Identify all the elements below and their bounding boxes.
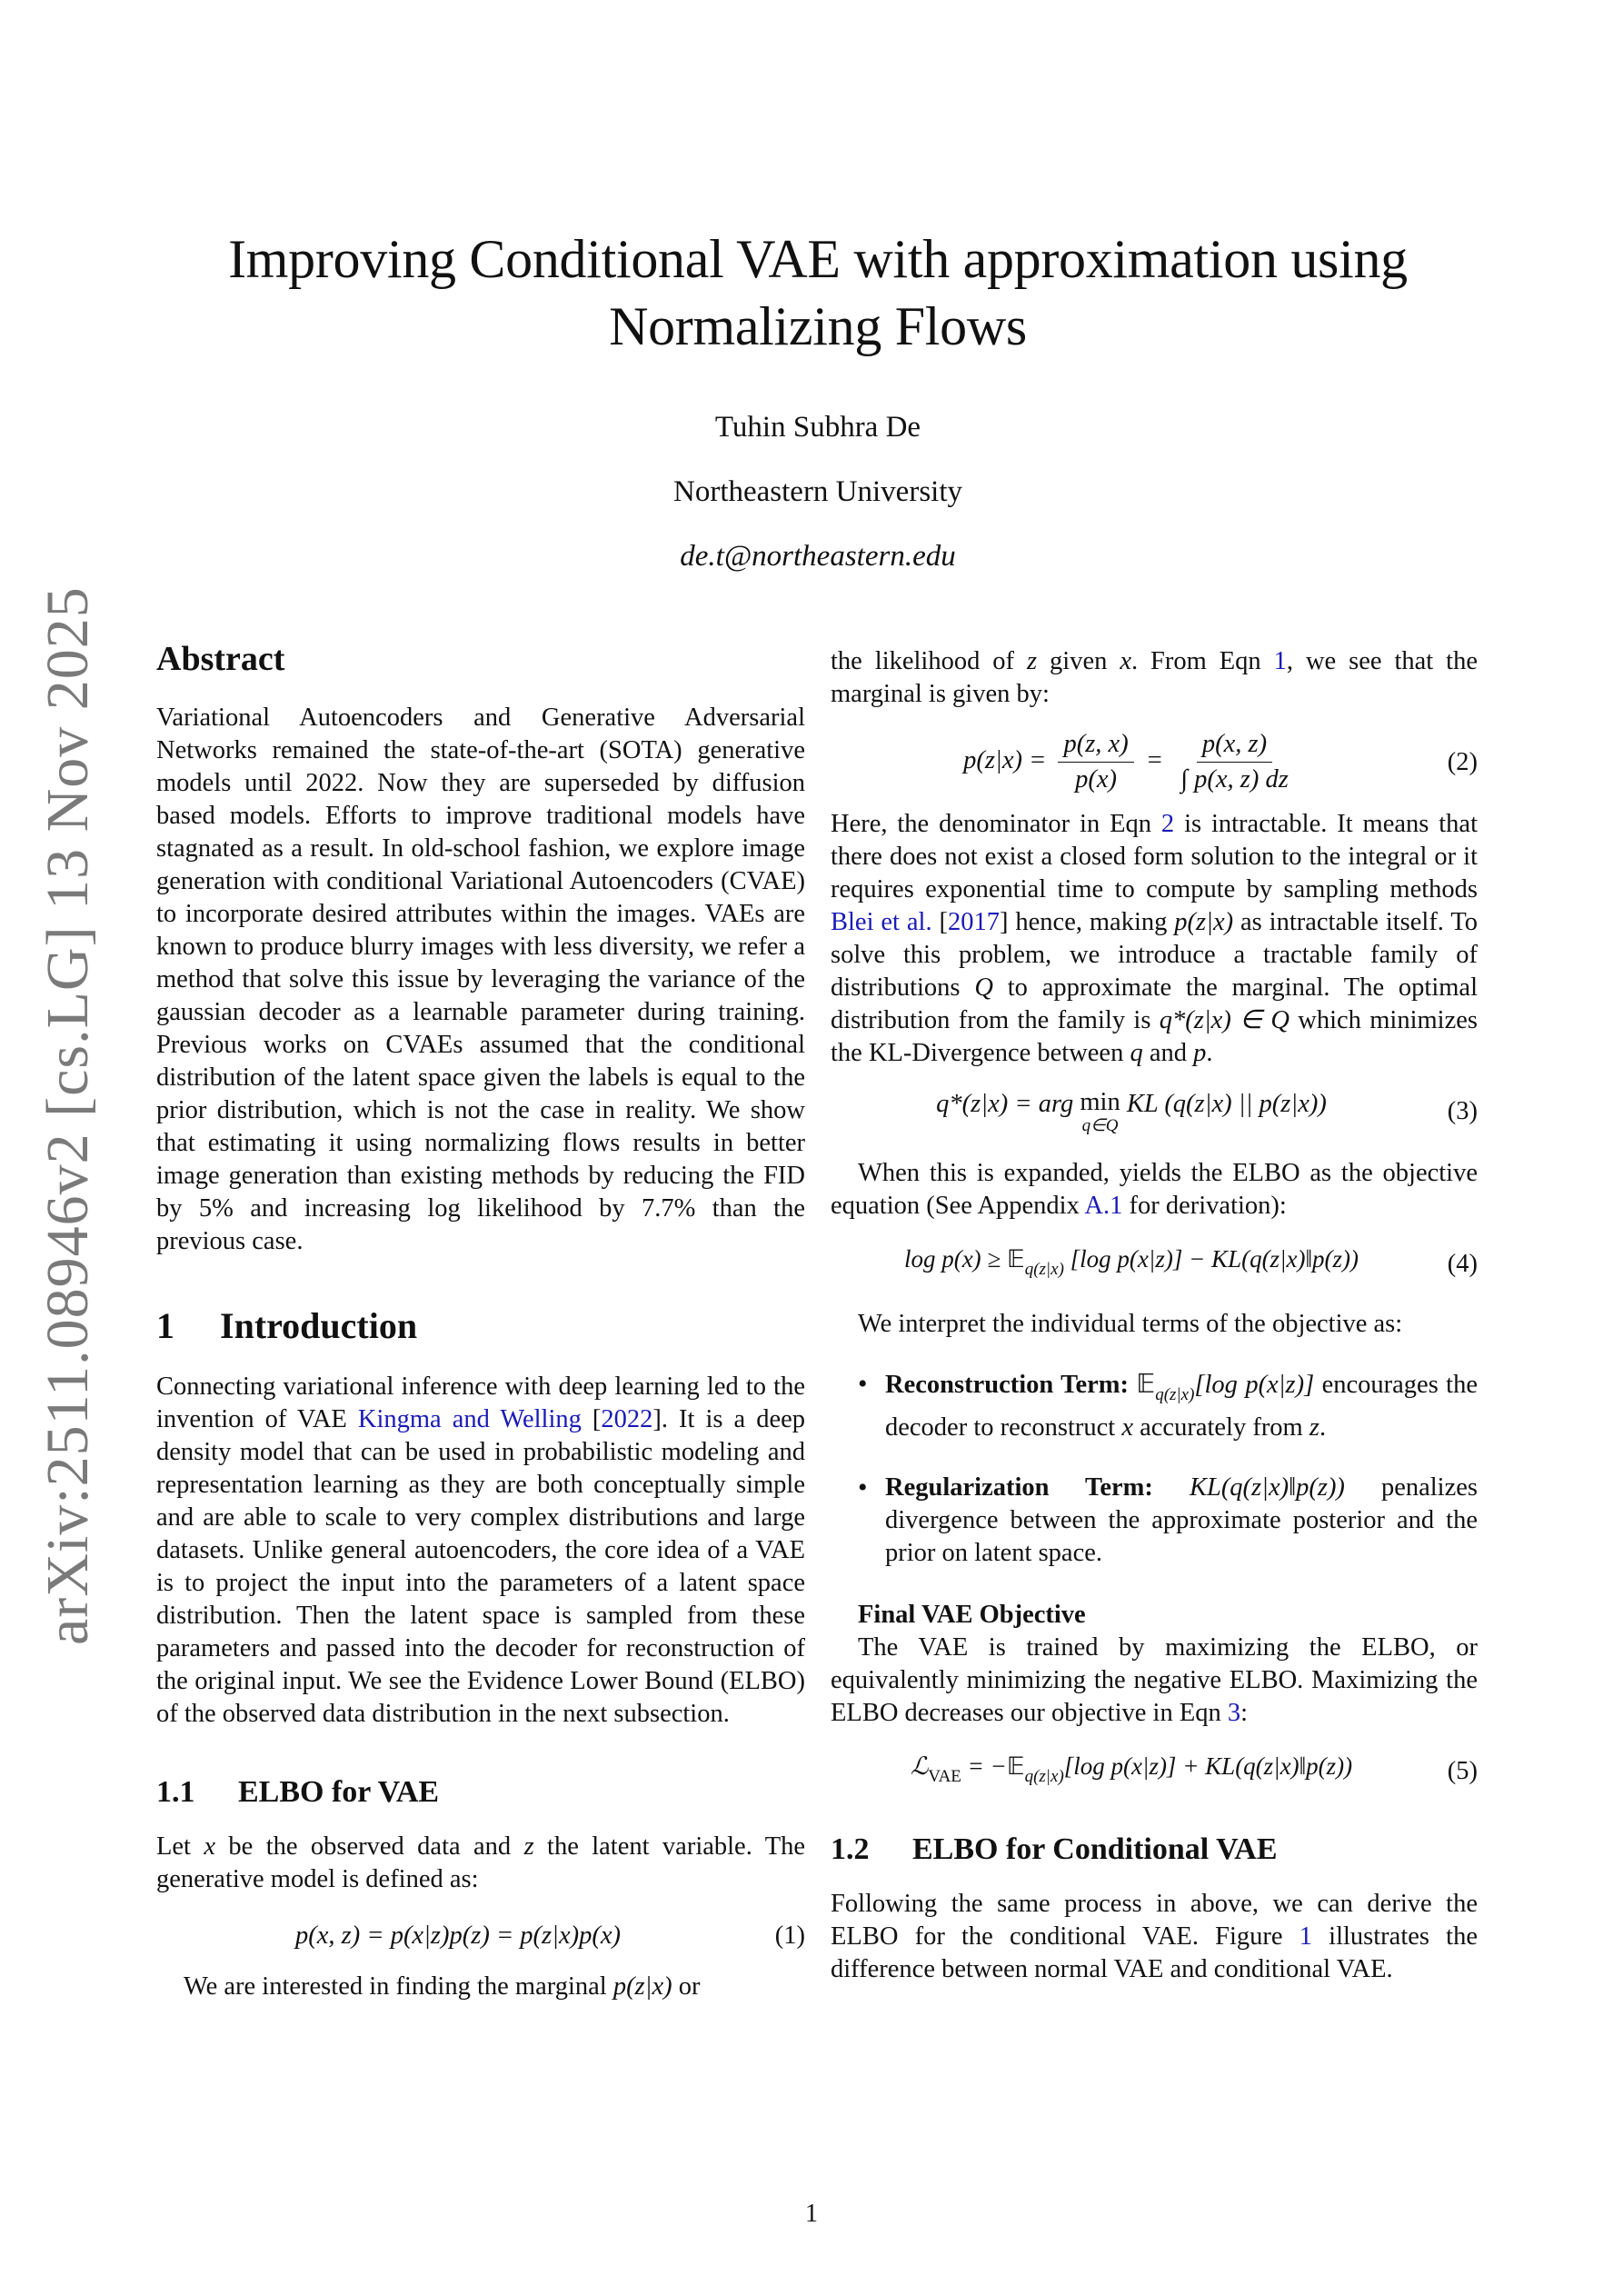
- text: .: [1206, 1039, 1213, 1067]
- term-label: Regularization Term:: [885, 1473, 1153, 1502]
- math-var: x: [1120, 647, 1131, 675]
- text: . It is a deep density model that can be used in probabilistic modeling and representation learning as they are both conceptually simple and are able to scale to very complex distributions and large datasets. Unlike general autoencoders, the core idea of a VAE is to project the input into the parameters of a latent space distribution. Then the latent space is sampled from these parameters and passed into the decoder for reconstruction of the original input. We see the Evidence Lower Bound (ELBO) of the observed data distribution in the next subsection.: [156, 1405, 805, 1728]
- subsection-1-2-heading: [831, 1830, 1478, 1870]
- equation-body: p(x, z) = p(x|z)p(z) = p(z|x)p(x): [294, 1922, 621, 1950]
- fraction: [1175, 729, 1294, 795]
- expectation-symbol: 𝔼: [1006, 1752, 1025, 1781]
- text: as intractable itself. To solve this problem, we introduce a tractable family of distributions: [831, 908, 1478, 1002]
- figure-ref-1[interactable]: 1: [1299, 1922, 1312, 1951]
- eq3-rhs: KL (q(z|x) || p(z|x)): [1126, 1090, 1327, 1118]
- text: given: [1037, 647, 1120, 675]
- subsection-title: ELBO for VAE: [238, 1775, 440, 1809]
- eq2-lhs: p(z|x) =: [963, 746, 1047, 775]
- text: which minimizes the KL-Divergence between: [831, 1006, 1478, 1067]
- text: illustrates the difference between normal VAE and conditional VAE.: [831, 1922, 1478, 1983]
- text: ]: [652, 1405, 662, 1433]
- elbo-expansion-paragraph: [831, 1157, 1478, 1223]
- text: When this is expanded, yields the ELBO as the objective equation (See Appendix: [831, 1159, 1478, 1220]
- citation-year-2017[interactable]: 2017: [947, 908, 1000, 936]
- citation-year-2022[interactable]: 2022: [601, 1405, 653, 1433]
- equation-body: [831, 1750, 1432, 1793]
- text: to approximate the marginal. The optimal distribution from the family is: [831, 973, 1478, 1034]
- loss-symbol: ℒ: [910, 1752, 929, 1780]
- objective-terms-list: [831, 1368, 1478, 1570]
- loss-subscript: VAE: [928, 1767, 961, 1786]
- math-inline: q*(z|x) ∈ Q: [1159, 1006, 1289, 1034]
- expectation-symbol: 𝔼: [1136, 1369, 1156, 1399]
- subsection-number: 1.2: [831, 1832, 870, 1866]
- title-block: [136, 225, 1499, 574]
- text: . From Eqn: [1130, 647, 1274, 675]
- elbo-intro-paragraph: [156, 1831, 805, 1896]
- text: Following the same process in above, we can derive the ELBO for the conditional VAE. Figure: [831, 1890, 1478, 1951]
- text: The VAE is trained by maximizing the ELBO, or equivalently minimizing the negative ELBO. Maximizing the ELBO decreases our objective in Eqn: [831, 1633, 1478, 1727]
- text: and: [1142, 1039, 1194, 1067]
- author-email: de.t@northeastern.edu: [680, 540, 956, 573]
- citation-blei[interactable]: Blei et al.: [831, 908, 932, 936]
- eq4-lhs: log p(x) ≥: [903, 1245, 1007, 1273]
- text: , we see that the marginal is given by:: [831, 647, 1478, 708]
- expectation-symbol: 𝔼: [1007, 1245, 1025, 1273]
- equation-5: [831, 1750, 1478, 1793]
- math-inline: KL(q(z|x)‖p(z)): [1189, 1473, 1345, 1502]
- denominator: ∫ p(x, z) dz: [1180, 765, 1289, 794]
- section-number: 1: [156, 1305, 174, 1346]
- term-label: Reconstruction Term:: [885, 1371, 1130, 1399]
- equation-number: (3): [1447, 1097, 1478, 1125]
- title-line-1: Improving Conditional VAE with approximation using: [228, 229, 1408, 289]
- text: :: [1240, 1699, 1249, 1727]
- equation-body: [831, 1243, 1432, 1286]
- text: = −: [961, 1752, 1007, 1780]
- text: or: [672, 1972, 701, 2001]
- denominator: p(x): [1075, 765, 1118, 794]
- math-var: z: [1309, 1413, 1319, 1442]
- math-var: x: [1121, 1413, 1133, 1442]
- text: [: [581, 1405, 602, 1433]
- text: the latent variable. The generative model is defined as:: [156, 1832, 806, 1893]
- marginal-continued-paragraph: [831, 645, 1478, 711]
- numerator: p(x, z): [1197, 729, 1272, 763]
- author-name: Tuhin Subhra De: [714, 411, 921, 444]
- text: Let: [156, 1832, 204, 1861]
- math-var: z: [1027, 647, 1038, 675]
- cvae-paragraph: [831, 1888, 1478, 1986]
- expectation-subscript: q(z|x): [1024, 1767, 1064, 1786]
- math-inline: p(z|x): [1174, 908, 1234, 936]
- equation-number: (2): [1447, 747, 1478, 776]
- arxiv-identifier-stamp: arXiv:2511.08946v2 [cs.LG] 13 Nov 2025: [35, 586, 101, 1645]
- eq3-lhs: q*(z|x) = arg: [936, 1090, 1074, 1118]
- text: accurately from: [1133, 1413, 1309, 1442]
- paper-title: [136, 225, 1499, 360]
- text: .: [1319, 1413, 1327, 1442]
- equation-2: [831, 729, 1478, 795]
- equals: =: [1145, 746, 1164, 775]
- expectation-subscript: q(z|x): [1155, 1385, 1195, 1404]
- final-objective-paragraph: [831, 1632, 1478, 1730]
- list-item: [885, 1472, 1478, 1570]
- citation-kingma-welling[interactable]: Kingma and Welling: [357, 1405, 582, 1433]
- equation-body: [831, 1088, 1432, 1135]
- author-affiliation: Northeastern University: [673, 475, 962, 508]
- math-inline: p(z|x): [612, 1972, 672, 2001]
- equation-1: [156, 1920, 805, 1952]
- subsection-title: ELBO for Conditional VAE: [912, 1832, 1278, 1866]
- final-objective-heading: Final VAE Objective: [858, 1601, 1086, 1629]
- right-column: [831, 636, 1478, 1986]
- intractable-paragraph: [831, 808, 1478, 1070]
- text: the likelihood of: [831, 647, 1027, 675]
- intro-paragraph: [156, 1371, 805, 1731]
- expectation-subscript: q(z|x): [1024, 1260, 1064, 1279]
- numerator: p(z, x): [1058, 729, 1133, 763]
- abstract-text: Variational Autoencoders and Generative Adversarial Networks remained the state-of-the-art (SOTA) generative models until 2022. Now they are superseded by diffusion based models. Efforts to improve traditional models have stagnated as a result. In old-school fashion, we explore image generation with conditional Variational Autoencoders (CVAE) to incorporate desired attributes within the images. VAEs are known to produce blurry images with less diversity, we refer a method that solve this issue by leveraging the variance of the gaussian decoder as a learnable parameter during training. Previous works on CVAEs assumed that the conditional distribution of the latent space given the labels is equal to the prior distribution, which is not the case in reality. We show that estimating it using normalizing flows results in better image generation than existing methods by reducing the FID by 5% and increasing log likelihood by 7.7% than the previous case.: [156, 704, 805, 1255]
- text: encourages the decoder to reconstruct: [885, 1371, 1478, 1442]
- min-operator: [1080, 1088, 1120, 1135]
- section-1-heading: [156, 1303, 805, 1349]
- math-var: x: [204, 1832, 216, 1861]
- subsection-number: 1.1: [156, 1775, 195, 1809]
- equation-ref-1[interactable]: 1: [1273, 647, 1287, 675]
- text: be the observed data and: [215, 1832, 524, 1861]
- text: is intractable. It means that there does not exist a closed form solution to the integral or it requires exponential time to compute by sampling methods: [831, 810, 1478, 903]
- interpretation-paragraph: We interpret the individual terms of the objective as:: [858, 1310, 1403, 1338]
- text: penalizes divergence between the approximate posterior and the prior on latent space.: [885, 1473, 1478, 1567]
- equation-number: (4): [1447, 1250, 1478, 1278]
- math-var: Q: [974, 973, 993, 1002]
- equation-number: (5): [1447, 1757, 1478, 1785]
- text: ]: [999, 908, 1009, 936]
- fraction: [1058, 729, 1133, 795]
- text: [: [931, 908, 948, 936]
- title-line-2: Normalizing Flows: [609, 296, 1027, 356]
- subsection-1-1-heading: [156, 1772, 805, 1812]
- equation-ref-2[interactable]: 2: [1160, 810, 1175, 838]
- eq4-rhs: [log p(x|z)] − KL(q(z|x)‖p(z)): [1063, 1245, 1359, 1273]
- equation-4: [831, 1243, 1478, 1286]
- math-var: p: [1193, 1039, 1207, 1067]
- math-inline: [log p(x|z)]: [1194, 1371, 1315, 1399]
- equation-number: (1): [774, 1922, 805, 1950]
- left-column: [156, 636, 805, 2003]
- math-var: q: [1130, 1039, 1143, 1067]
- equation-body: [831, 729, 1432, 795]
- appendix-ref-a1[interactable]: A.1: [1084, 1192, 1123, 1220]
- text: for derivation):: [1122, 1192, 1287, 1220]
- section-title: Introduction: [220, 1305, 418, 1346]
- page-number: 1: [805, 2200, 818, 2228]
- list-item: [885, 1368, 1478, 1444]
- min-subscript: q∈Q: [1081, 1116, 1119, 1135]
- text: hence, making: [1008, 908, 1175, 936]
- text: We are interested in finding the marginal: [184, 1972, 613, 2001]
- text: Connecting variational inference with deep learning led to the invention of VAE: [156, 1373, 805, 1433]
- math-var: z: [523, 1832, 534, 1861]
- text: Here, the denominator in Eqn: [831, 810, 1161, 838]
- equation-3: [831, 1088, 1478, 1135]
- min-label: min: [1080, 1088, 1120, 1116]
- eq5-rhs: [log p(x|z)] + KL(q(z|x)‖p(z)): [1063, 1752, 1353, 1780]
- abstract-heading: Abstract: [156, 640, 285, 678]
- equation-ref-3[interactable]: 3: [1227, 1699, 1241, 1727]
- marginal-paragraph: [156, 1971, 805, 2003]
